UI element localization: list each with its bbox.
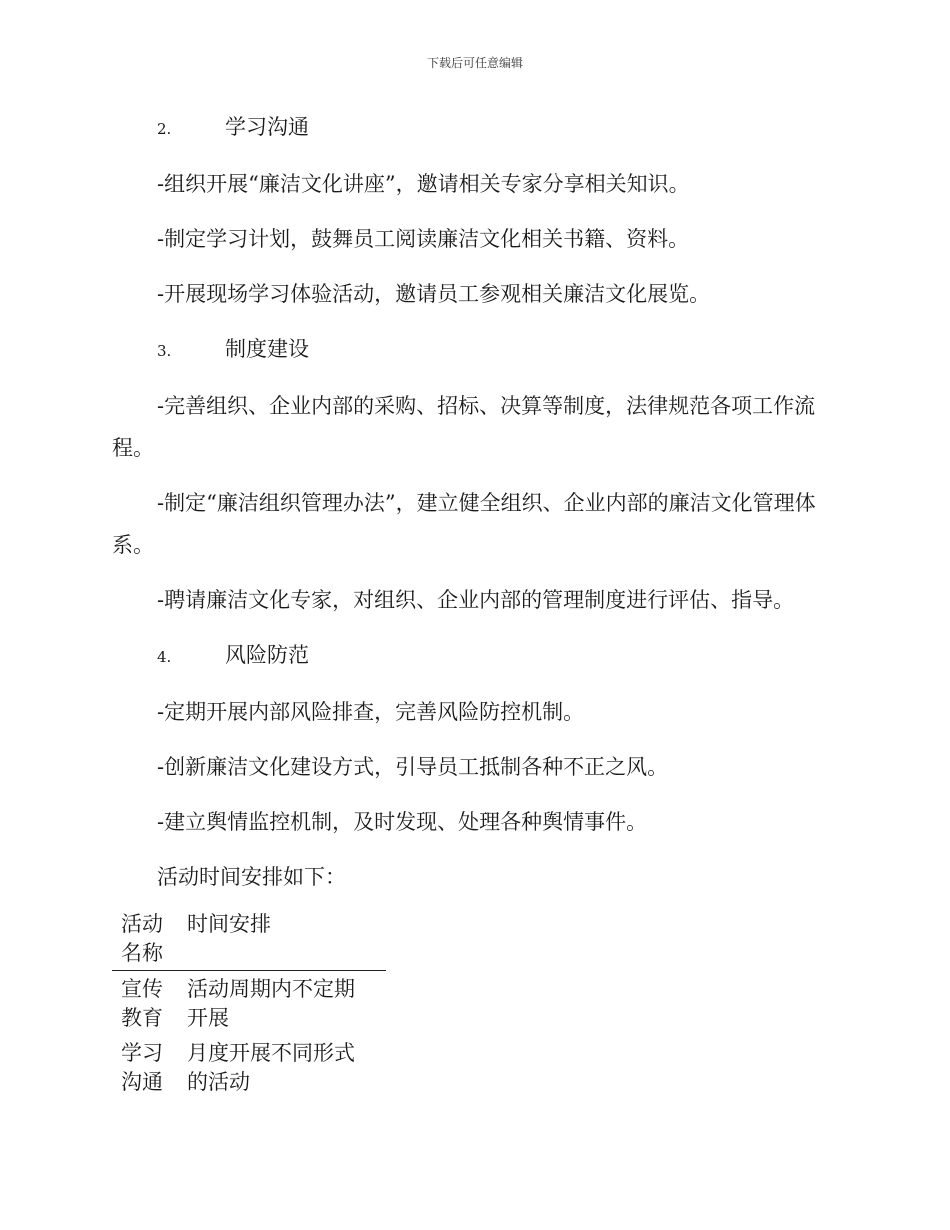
- section-title: 学习沟通: [225, 115, 309, 139]
- document-body: [112, 106, 822, 911]
- section-title: 制度建设: [225, 337, 309, 361]
- section-number: 4.: [157, 648, 172, 666]
- table-cell-schedule: 月度开展不同形式的活动: [187, 1041, 355, 1094]
- table-header-row: [112, 910, 386, 971]
- schedule-intro: 活动时间安排如下：: [157, 865, 346, 889]
- paragraph: -制定学习计划，鼓舞员工阅读廉洁文化相关书籍、资料。: [157, 227, 690, 251]
- paragraph: -建立舆情监控机制，及时发现、处理各种舆情事件。: [157, 810, 648, 834]
- table-cell-activity: 学习沟通: [121, 1041, 163, 1094]
- page-header-note: 下载后可任意编辑: [426, 56, 523, 70]
- column-header-schedule: 时间安排: [187, 912, 271, 936]
- paragraph: -创新廉洁文化建设方式，引导员工抵制各种不正之风。: [157, 755, 669, 779]
- section-heading-study: [112, 106, 822, 150]
- schedule-table-container: [112, 910, 386, 1097]
- section-title: 风险防范: [225, 643, 309, 667]
- section-number: 3.: [157, 342, 172, 360]
- table-cell-schedule: 活动周期内不定期开展: [187, 977, 355, 1030]
- table-row: [112, 971, 386, 1034]
- table-cell-activity: 宣传教育: [121, 977, 163, 1030]
- section-heading-system: [112, 328, 822, 372]
- paragraph: -定期开展内部风险排查，完善风险防控机制。: [157, 700, 585, 724]
- paragraph: -开展现场学习体验活动，邀请员工参观相关廉洁文化展览。: [157, 282, 711, 306]
- table-row: [112, 1033, 386, 1097]
- column-header-activity: 活动名称: [121, 912, 163, 965]
- paragraph: -组织开展“廉洁文化讲座”，邀请相关专家分享相关知识。: [157, 172, 690, 196]
- schedule-table: [112, 910, 386, 1097]
- paragraph: -制定“廉洁组织管理办法”，建立健全组织、企业内部的廉洁文化管理体系。: [112, 491, 816, 557]
- paragraph: -完善组织、企业内部的采购、招标、决算等制度，法律规范各项工作流程。: [112, 394, 816, 460]
- paragraph: -聘请廉洁文化专家，对组织、企业内部的管理制度进行评估、指导。: [157, 588, 795, 612]
- section-heading-risk: [112, 634, 822, 678]
- section-number: 2.: [157, 120, 172, 138]
